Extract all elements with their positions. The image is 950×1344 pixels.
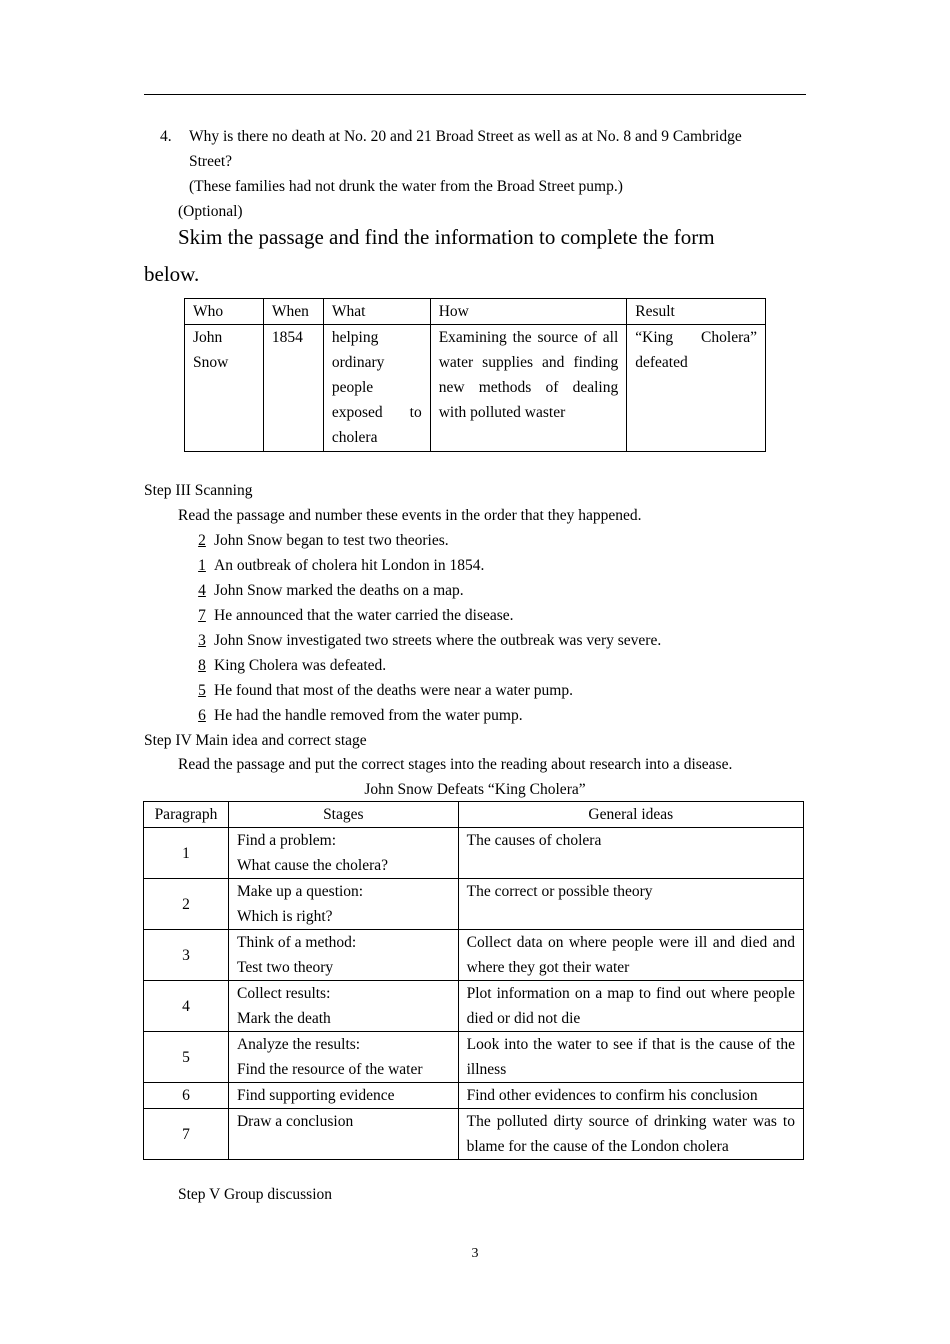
- table-row: [144, 879, 804, 930]
- event-item: [194, 628, 661, 653]
- form-header-row: [185, 299, 766, 325]
- table-row: [144, 1109, 804, 1160]
- step5-title: Step V Group discussion: [178, 1186, 333, 1203]
- event-number: 5: [198, 682, 206, 699]
- form-cell-result: “King Cholera” defeated: [627, 325, 766, 452]
- form-header-how: How: [430, 299, 627, 325]
- event-text: John Snow marked the deaths on a map.: [214, 582, 464, 599]
- information-form-table: [184, 298, 766, 452]
- general-idea-cell: The polluted dirty source of drinking water was to blame for the cause of the London cholera: [458, 1109, 803, 1160]
- step4-title: Step IV Main idea and correct stage: [144, 732, 367, 749]
- skim-instruction-line1: Skim the passage and find the information to complete the form: [178, 225, 715, 249]
- form-cell-what: helping ordinary people exposed to cholera: [323, 325, 430, 452]
- paragraph-number: 2: [144, 879, 229, 930]
- paragraph-number: 7: [144, 1109, 229, 1160]
- event-number: 4: [198, 582, 206, 599]
- question-4-line2: Street?: [189, 153, 233, 170]
- event-text: King Cholera was defeated.: [214, 657, 387, 674]
- page-number: 3: [471, 1246, 479, 1261]
- header-rule: [144, 94, 806, 95]
- event-item: [194, 703, 523, 728]
- event-text: John Snow investigated two streets where the outbreak was very severe.: [214, 632, 662, 649]
- optional-label: (Optional): [178, 203, 243, 220]
- general-idea-cell: Collect data on where people were ill and died and where they got their water: [458, 930, 803, 981]
- general-idea-cell: Find other evidences to confirm his conclusion: [458, 1083, 803, 1109]
- stages-header-ideas: General ideas: [458, 802, 803, 828]
- table-row: [144, 930, 804, 981]
- event-text: He found that most of the deaths were near a water pump.: [214, 682, 573, 699]
- stage-cell: Collect results: Mark the death: [228, 981, 458, 1032]
- step4-instruction: Read the passage and put the correct stages into the reading about research into a disease.: [178, 756, 733, 773]
- event-number: 8: [198, 657, 206, 674]
- paragraph-number: 4: [144, 981, 229, 1032]
- stage-cell: Find a problem: What cause the cholera?: [228, 828, 458, 879]
- stage-cell: Find supporting evidence: [228, 1083, 458, 1109]
- general-idea-cell: Look into the water to see if that is the cause of the illness: [458, 1032, 803, 1083]
- event-item: [194, 678, 573, 703]
- event-item: [194, 528, 449, 553]
- stages-header-row: [144, 802, 804, 828]
- paragraph-number: 3: [144, 930, 229, 981]
- stage-cell: Draw a conclusion: [228, 1109, 458, 1160]
- event-number: 3: [198, 632, 206, 649]
- paragraph-number: 1: [144, 828, 229, 879]
- event-number: 6: [198, 707, 206, 724]
- stages-header-stages: Stages: [228, 802, 458, 828]
- table-row: [144, 1032, 804, 1083]
- form-header-who: Who: [185, 299, 264, 325]
- event-text: He announced that the water carried the disease.: [214, 607, 514, 624]
- question-4-answer: (These families had not drunk the water from the Broad Street pump.): [189, 178, 623, 195]
- event-text: He had the handle removed from the water pump.: [214, 707, 523, 724]
- form-data-row: [185, 325, 766, 452]
- table-row: [144, 1083, 804, 1109]
- event-text: An outbreak of cholera hit London in 1854.: [214, 557, 485, 574]
- stages-table-title: John Snow Defeats “King Cholera”: [364, 781, 586, 798]
- step3-title: Step III Scanning: [144, 482, 253, 499]
- event-item: [194, 653, 386, 678]
- stages-header-paragraph: Paragraph: [144, 802, 229, 828]
- stages-table: [143, 801, 804, 1160]
- event-number: 7: [198, 607, 206, 624]
- stage-cell: Make up a question: Which is right?: [228, 879, 458, 930]
- form-cell-who: John Snow: [185, 325, 264, 452]
- event-item: [194, 578, 464, 603]
- skim-instruction-line2: below.: [144, 262, 200, 286]
- step3-instruction: Read the passage and number these events in the order that they happened.: [178, 507, 642, 524]
- form-header-result: Result: [627, 299, 766, 325]
- stage-cell: Analyze the results: Find the resource of the water: [228, 1032, 458, 1083]
- stage-cell: Think of a method: Test two theory: [228, 930, 458, 981]
- form-header-when: When: [263, 299, 323, 325]
- event-number: 1: [198, 557, 206, 574]
- table-row: [144, 828, 804, 879]
- paragraph-number: 5: [144, 1032, 229, 1083]
- event-item: [194, 603, 514, 628]
- question-4-number: 4.: [160, 128, 172, 145]
- event-item: [194, 553, 484, 578]
- general-idea-cell: The causes of cholera: [458, 828, 803, 879]
- event-text: John Snow began to test two theories.: [214, 532, 449, 549]
- form-cell-when: 1854: [263, 325, 323, 452]
- question-4-line1: Why is there no death at No. 20 and 21 Broad Street as well as at No. 8 and 9 Cambridge: [189, 128, 742, 145]
- general-idea-cell: The correct or possible theory: [458, 879, 803, 930]
- event-number: 2: [198, 532, 206, 549]
- form-cell-how: Examining the source of all water supplies and finding new methods of dealing with polluted waster: [430, 325, 627, 452]
- paragraph-number: 6: [144, 1083, 229, 1109]
- form-header-what: What: [323, 299, 430, 325]
- general-idea-cell: Plot information on a map to find out where people died or did not die: [458, 981, 803, 1032]
- table-row: [144, 981, 804, 1032]
